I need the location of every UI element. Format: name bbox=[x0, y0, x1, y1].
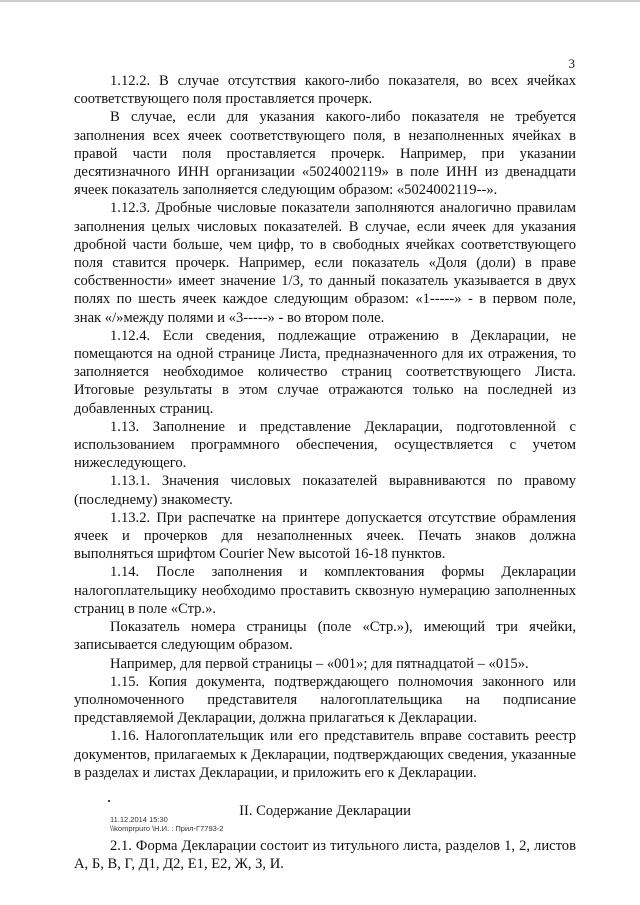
document-footer bbox=[110, 815, 223, 833]
paragraph-1-13-2: 1.13.2. При распечатке на принтере допускается отсутствие обрамления ячеек и прочерков для незаполненных ячеек. Печать знаков должна выполняться шрифтом Courier New высотой 16-18 пунктов. bbox=[74, 509, 576, 563]
scan-mark bbox=[108, 800, 110, 802]
section-heading: II. Содержание Декларации bbox=[239, 802, 411, 819]
paragraph-1-12-2: 1.12.2. В случае отсутствия какого-либо показателя, во всех ячейках соответствующего поля проставляется прочерк. bbox=[74, 73, 576, 108]
paragraph-1-12-3: 1.12.3. Дробные числовые показатели заполняются аналогично правилам заполнения целых числовых показателей. В случае, если ячеек для указания дробной части больше, чем цифр, то в свободных ячейках соответствующего поля ставится прочерк. Например, если показатель «Доля (доли) в праве собственности» имеет значение 1/3, то данный показатель указывается в двух полях по шесть ячеек каждое следующим образом: «1-----» - в первом поле, знак «/»между полями и «3-----» - во втором поле. bbox=[74, 200, 576, 326]
paragraph-1-14-page-field: Показатель номера страницы (поле «Стр.»), имеющий три ячейки, записывается следующим образом. bbox=[74, 619, 576, 654]
scan-top-edge bbox=[0, 0, 640, 2]
footer-file-path: \\komprpuro \Н.И. : Прил-Г7793-2 bbox=[110, 824, 224, 833]
paragraph-1-13: 1.13. Заполнение и представление Декларации, подготовленной с использованием программного обеспечения, осуществляется с учетом нижеследующего. bbox=[74, 418, 576, 472]
paragraph-1-12-2-example: В случае, если для указания какого-либо показателя не требуется заполнения всех ячеек соответствующего поля, в незаполненных ячейках в правой части поля проставляется прочерк. Например, при указании десятизначного ИНН организации «5024002119» в поле ИНН из двенадцати ячеек показатель заполняется следующим образом: «5024002119--». bbox=[74, 109, 576, 199]
footer-timestamp: 11.12.2014 15:30 bbox=[110, 815, 168, 824]
page-number: 3 bbox=[568, 56, 575, 71]
paragraph-1-15: 1.15. Копия документа, подтверждающего полномочия законного или уполномоченного представителя налогоплательщика на подписание представляемой Декларации, должна прилагаться к Декларации. bbox=[74, 673, 576, 727]
paragraph-2-1: 2.1. Форма Декларации состоит из титульного листа, разделов 1, 2, листов А, Б, В, Г, Д1, Д2, Е1, Е2, Ж, З, И. bbox=[74, 838, 576, 873]
paragraph-1-16: 1.16. Налогоплательщик или его представитель вправе составить реестр документов, прилагаемых к Декларации, подтверждающих сведения, указанные в разделах и листах Декларации, и приложить его к Декларации. bbox=[74, 728, 576, 781]
paragraph-1-13-1: 1.13.1. Значения числовых показателей выравниваются по правому (последнему) знакоместу. bbox=[74, 473, 576, 508]
document-body bbox=[74, 72, 576, 874]
paragraph-1-12-4: 1.12.4. Если сведения, подлежащие отражению в Декларации, не помещаются на одной странице Листа, предназначенного для их отражения, то заполняется необходимое количество страниц соответствующего Листа. Итоговые результаты в этом случае отражаются только на последней из добавленных страниц. bbox=[74, 327, 576, 417]
paragraph-1-14: 1.14. После заполнения и комплектования формы Декларации налогоплательщику необходимо проставить сквозную нумерацию заполненных страниц в поле «Стр.». bbox=[74, 564, 576, 617]
paragraph-1-14-example: Например, для первой страницы – «001»; для пятнадцатой – «015». bbox=[110, 655, 529, 672]
